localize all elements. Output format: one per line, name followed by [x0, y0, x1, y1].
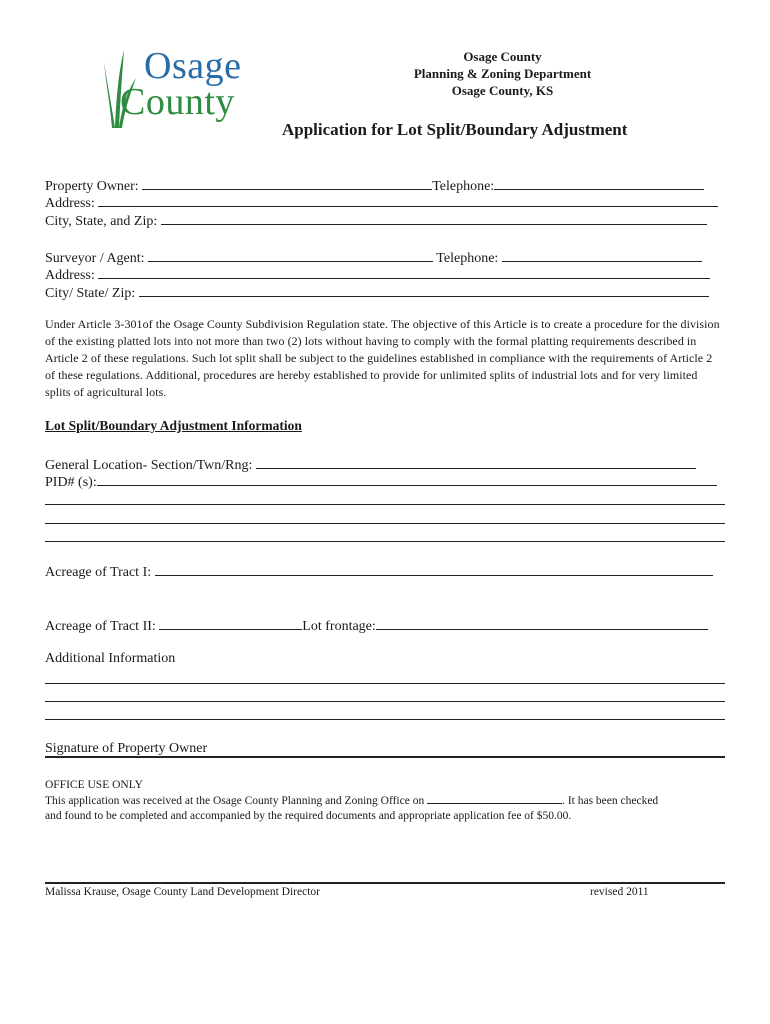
office-use-heading: OFFICE USE ONLY: [45, 779, 143, 791]
agent-address-label: Address:: [45, 268, 95, 283]
surveyor-agent-field[interactable]: [148, 248, 433, 262]
agent-telephone-field[interactable]: [502, 248, 702, 262]
office-fee-text: and found to be completed and accompanied by the required documents and appropriate application fee of $50.00.: [45, 810, 572, 822]
owner-address-label: Address:: [45, 196, 95, 211]
owner-city-label: City, State, and Zip:: [45, 214, 158, 229]
additional-info-line-3[interactable]: [45, 719, 725, 720]
acreage-tract-2-row: [45, 616, 708, 635]
owner-city-field[interactable]: [161, 211, 707, 225]
logo-word-osage: Osage: [144, 45, 242, 87]
logo-word-county: County: [120, 81, 235, 123]
page-title: Application for Lot Split/Boundary Adjustment: [282, 120, 628, 139]
header-location: Osage County, KS: [451, 83, 554, 98]
info-section-heading: Lot Split/Boundary Adjustment Information: [45, 418, 302, 433]
article-paragraph: Under Article 3-301of the Osage County Subdivision Regulation state. The objective of this Article is to create a procedure for the division of the existing platted lots into not more than two (2) lots without having to comply with the formal platting requirements described in Article 2 of these regulations. Such lot split shall be subject to the guidelines established in compliance with the requirements of Article 2 of these regulations. Additional, procedures are hereby established to provide for unlimited splits of industrial lots and for very limited splits of agricultural lots.: [45, 317, 720, 399]
revised-date: revised 2011: [590, 886, 649, 898]
agent-city-field[interactable]: [139, 283, 709, 297]
office-received-row: [45, 792, 658, 809]
acreage-tract-2-field[interactable]: [159, 616, 302, 630]
general-location-field[interactable]: [256, 455, 696, 469]
additional-info-line-2[interactable]: [45, 701, 725, 702]
department-header: [380, 48, 625, 99]
surveyor-agent-label: Surveyor / Agent:: [45, 251, 145, 266]
lot-frontage-label: Lot frontage:: [302, 619, 376, 634]
agent-address-row: [45, 265, 710, 284]
director-name: Malissa Krause, Osage County Land Development Director: [45, 886, 320, 898]
acreage-tract-1-label: Acreage of Tract I:: [45, 565, 152, 580]
additional-info-line-1[interactable]: [45, 683, 725, 684]
signature-label: Signature of Property Owner: [45, 741, 208, 756]
header-county: Osage County: [463, 49, 542, 64]
office-checked-text: . It has been checked: [562, 795, 659, 807]
owner-telephone-field[interactable]: [494, 176, 704, 190]
lot-frontage-field[interactable]: [376, 616, 708, 630]
owner-city-row: [45, 211, 707, 230]
pid-extra-line-3[interactable]: [45, 541, 725, 542]
office-received-text: This application was received at the Osage County Planning and Zoning Office on: [45, 795, 425, 807]
header-department: Planning & Zoning Department: [413, 66, 592, 81]
office-received-date-field[interactable]: [427, 792, 562, 804]
acreage-tract-1-row: [45, 562, 713, 581]
pid-field[interactable]: [97, 472, 717, 486]
agent-telephone-label: Telephone:: [436, 251, 499, 266]
agent-city-label: City/ State/ Zip:: [45, 286, 136, 301]
owner-telephone-label: Telephone:: [432, 179, 495, 194]
owner-address-field[interactable]: [98, 193, 718, 207]
pid-row: [45, 472, 717, 491]
general-location-label: General Location- Section/Twn/Rng:: [45, 458, 253, 473]
pid-extra-line-2[interactable]: [45, 523, 725, 524]
agent-address-field[interactable]: [98, 265, 710, 279]
acreage-tract-2-label: Acreage of Tract II:: [45, 619, 156, 634]
pid-extra-line-1[interactable]: [45, 504, 725, 505]
additional-info-label: Additional Information: [45, 651, 176, 666]
owner-address-row: [45, 193, 718, 212]
pid-label: PID# (s):: [45, 475, 97, 490]
property-owner-field[interactable]: [142, 176, 432, 190]
county-logo: [98, 44, 273, 132]
signature-line[interactable]: [45, 756, 725, 758]
acreage-tract-1-field[interactable]: [155, 562, 713, 576]
agent-city-row: [45, 283, 709, 302]
property-owner-label: Property Owner:: [45, 179, 139, 194]
